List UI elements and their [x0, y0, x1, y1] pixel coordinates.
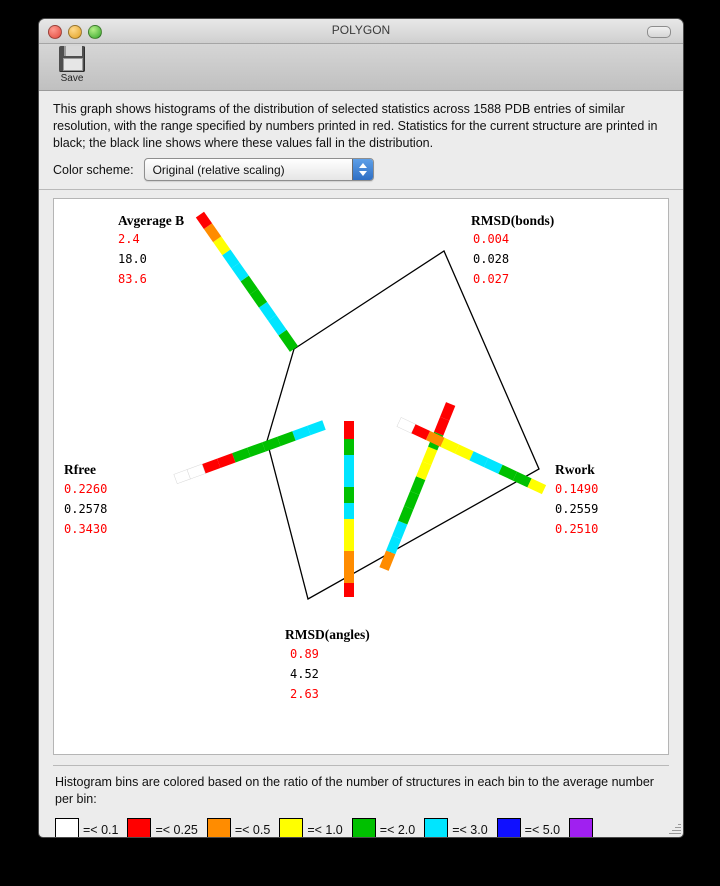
legend-swatch-white [55, 818, 79, 838]
legend-swatch-red [127, 818, 151, 838]
polygon-plot[interactable] [53, 198, 669, 755]
axis-current-avgerage-b: 18.0 [118, 252, 147, 266]
legend-item [569, 818, 597, 838]
legend-item [497, 818, 560, 838]
title-bar [39, 19, 683, 44]
axis-min-rmsd-angles: 0.89 [290, 647, 319, 661]
axis-max-rwork: 0.2510 [555, 522, 599, 536]
axis-label-rwork: Rwork [555, 462, 595, 477]
save-button-label: Save [60, 73, 84, 84]
legend-caption: =< 5.0 [524, 823, 561, 837]
axis-bar-avgerage-b [196, 212, 298, 352]
axis-label-rfree: Rfree [64, 462, 96, 477]
axis-current-rmsd-bonds: 0.028 [473, 252, 510, 266]
chevron-updown-icon[interactable] [352, 159, 373, 180]
legend-items [53, 818, 669, 838]
legend-item [352, 818, 415, 838]
legend-swatch-yellow [279, 818, 303, 838]
color-scheme-value: Original (relative scaling) [152, 162, 285, 177]
toolbar-toggle-button[interactable] [647, 26, 671, 38]
legend-panel [53, 765, 669, 838]
description-text: This graph shows histograms of the distribution of selected statistics across 1588 PDB entries of similar resolution, with the range specified by numbers printed in red. Statistics for the current structure are printed in black; the black line shows where these values fall in the distribution. [39, 91, 683, 156]
legend-item [55, 818, 118, 838]
legend-item [127, 818, 197, 838]
color-scheme-select[interactable] [144, 158, 374, 181]
legend-caption: =< 2.0 [379, 823, 416, 837]
axis-min-rmsd-bonds: 0.004 [473, 232, 510, 246]
axis-bar-rmsd-angles [344, 421, 354, 597]
legend-caption: =< 1.0 [307, 823, 343, 837]
floppy-disk-icon [59, 46, 85, 72]
axis-current-rwork: 0.2559 [555, 502, 599, 516]
resize-grip[interactable] [667, 821, 681, 835]
legend-item [279, 818, 342, 838]
legend-caption: =< 0.1 [83, 823, 119, 837]
legend-caption: =< 0.5 [234, 823, 271, 837]
color-scheme-row [39, 156, 683, 190]
application-window [38, 18, 684, 838]
axis-max-avgerage-b: 83.6 [118, 272, 147, 286]
legend-item [424, 818, 487, 838]
save-button[interactable] [47, 46, 97, 84]
axis-bar-rfree [174, 420, 326, 483]
toolbar [39, 44, 683, 91]
axis-min-rwork: 0.1490 [555, 482, 599, 496]
legend-description: Histogram bins are colored based on the ratio of the number of structures in each bin to the average number per bin: [55, 775, 654, 806]
axis-label-rmsd-angles: RMSD(angles) [285, 627, 370, 642]
axis-min-avgerage-b: 2.4 [118, 232, 140, 246]
axis-max-rmsd-bonds: 0.027 [473, 272, 510, 286]
axis-current-rmsd-angles: 4.52 [290, 667, 319, 681]
legend-caption: =< 0.25 [155, 823, 198, 837]
axis-min-rfree: 0.2260 [64, 482, 108, 496]
window-title: POLYGON [331, 23, 391, 37]
axis-max-rfree: 0.3430 [64, 522, 108, 536]
axis-label-rmsd-bonds: RMSD(bonds) [471, 213, 555, 228]
legend-caption: =< 3.0 [452, 823, 488, 837]
axis-current-rfree: 0.2578 [64, 502, 108, 516]
legend-item [207, 818, 270, 838]
legend-swatch-green [352, 818, 376, 838]
legend-swatch-cyan [424, 818, 448, 838]
legend-swatch-purple [569, 818, 593, 838]
axis-max-rmsd-angles: 2.63 [290, 687, 319, 701]
legend-swatch-orange [207, 818, 231, 838]
color-scheme-label: Color scheme: [53, 162, 134, 177]
axis-label-avgerage-b: Avgerage B [118, 213, 185, 228]
legend-swatch-blue [497, 818, 521, 838]
